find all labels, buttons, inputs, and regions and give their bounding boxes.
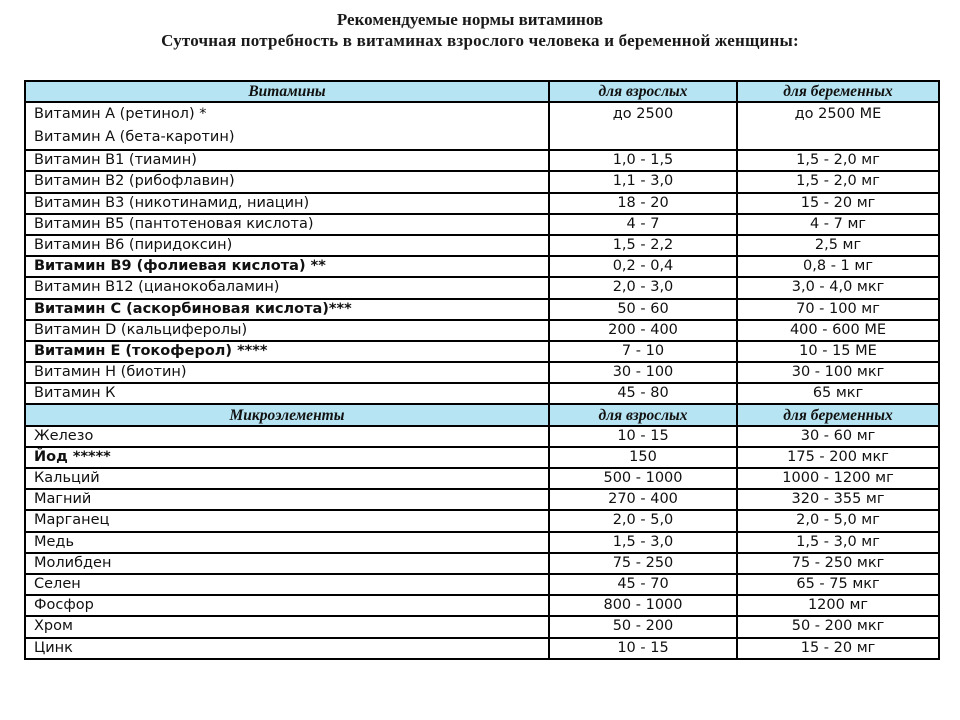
table-row [25,468,939,489]
table-row [25,171,939,192]
row-name: Витамин В9 (фолиевая кислота) ** [25,256,549,277]
row-adults-value: 800 - 1000 [549,595,737,616]
row-adults-value: 200 - 400 [549,320,737,341]
row-name: Витамин К [25,383,549,404]
row-name: Магний [25,489,549,510]
row-name: Молибден [25,553,549,574]
row-adults-value: 150 [549,447,737,468]
row-pregnant-value: 1000 - 1200 мг [737,468,939,489]
row-pregnant-value: 70 - 100 мг [737,299,939,320]
row-pregnant-value: 175 - 200 мкг [737,447,939,468]
table-row [25,638,939,659]
row-pregnant-value: 10 - 15 МЕ [737,341,939,362]
table-row [25,341,939,362]
row-pregnant-value: 400 - 600 МЕ [737,320,939,341]
table-row [25,235,939,256]
row-pregnant-value: 3,0 - 4,0 мкг [737,277,939,298]
table-row [25,616,939,637]
row-pregnant-value: 30 - 100 мкг [737,362,939,383]
row-pregnant-value: 65 мкг [737,383,939,404]
row-name: Йод ***** [25,447,549,468]
vitamins-header-row [25,81,939,102]
row-adults-value: 10 - 15 [549,638,737,659]
table-row [25,595,939,616]
row-pregnant-value: 50 - 200 мкг [737,616,939,637]
row-name: Витамин В6 (пиридоксин) [25,235,549,256]
table-row [25,214,939,235]
row-name: Цинк [25,638,549,659]
table-row [25,489,939,510]
minerals-header-col-name: Микроэлементы [25,404,549,425]
row-pregnant-value: 75 - 250 мкг [737,553,939,574]
row-name: Витамин В12 (цианокобаламин) [25,277,549,298]
row-name: Витамин Е (токоферол) **** [25,341,549,362]
row-name: Фосфор [25,595,549,616]
row-pregnant-value: 2,0 - 5,0 мг [737,510,939,531]
table-row [25,320,939,341]
row-adults-value: 50 - 200 [549,616,737,637]
table-row [25,447,939,468]
row-pregnant-value: 2,5 мг [737,235,939,256]
row-adults-value: 2,0 - 5,0 [549,510,737,531]
row-adults-value: 10 - 15 [549,426,737,447]
row-pregnant-value: 0,8 - 1 мг [737,256,939,277]
row-value-line: до 2500 МЕ [794,106,882,123]
table-row [25,102,939,150]
table-row [25,510,939,531]
minerals-header-col-pregnant: для беременных [737,404,939,425]
row-adults-value: 7 - 10 [549,341,737,362]
vitamins-header-col-name: Витамины [25,81,549,102]
row-pregnant-value [737,102,939,150]
table-row [25,574,939,595]
table-row [25,553,939,574]
table-row [25,362,939,383]
title-block [0,10,960,52]
row-name: Витамин В2 (рибофлавин) [25,171,549,192]
row-name [25,102,549,150]
row-pregnant-value: 1,5 - 3,0 мг [737,532,939,553]
minerals-header-row [25,404,939,425]
table-row [25,193,939,214]
row-name: Витамин В5 (пантотеновая кислота) [25,214,549,235]
row-adults-value: 1,1 - 3,0 [549,171,737,192]
row-pregnant-value: 1,5 - 2,0 мг [737,171,939,192]
norms-table [24,80,940,660]
row-pregnant-value: 15 - 20 мг [737,638,939,659]
page-title: Рекомендуемые нормы витаминов [336,10,604,29]
row-name: Витамин В3 (никотинамид, ниацин) [25,193,549,214]
row-value-line: до 2500 [612,106,674,123]
row-adults-value: 30 - 100 [549,362,737,383]
minerals-header-col-adults: для взрослых [549,404,737,425]
row-adults-value: 1,0 - 1,5 [549,150,737,171]
row-pregnant-value: 30 - 60 мг [737,426,939,447]
row-adults-value: 50 - 60 [549,299,737,320]
row-name: Марганец [25,510,549,531]
row-name: Витамин Н (биотин) [25,362,549,383]
row-adults-value: 500 - 1000 [549,468,737,489]
table-row [25,256,939,277]
table-row [25,532,939,553]
row-pregnant-value: 1,5 - 2,0 мг [737,150,939,171]
row-name: Витамин В1 (тиамин) [25,150,549,171]
row-pregnant-value: 4 - 7 мг [737,214,939,235]
vitamins-header-col-adults: для взрослых [549,81,737,102]
row-name-line: Витамин А (бета-каротин) [34,129,235,146]
row-name: Железо [25,426,549,447]
table-row [25,426,939,447]
row-name: Витамин D (кальциферолы) [25,320,549,341]
row-pregnant-value: 65 - 75 мкг [737,574,939,595]
row-pregnant-value: 320 - 355 мг [737,489,939,510]
table-row [25,150,939,171]
row-name: Хром [25,616,549,637]
table-row [25,299,939,320]
row-name: Витамин С (аскорбиновая кислота)*** [25,299,549,320]
row-pregnant-value: 1200 мг [737,595,939,616]
row-name-line: Витамин А (ретинол) * [34,106,207,123]
row-adults-value [549,102,737,150]
row-pregnant-value: 15 - 20 мг [737,193,939,214]
row-adults-value: 1,5 - 3,0 [549,532,737,553]
row-name: Селен [25,574,549,595]
row-adults-value: 4 - 7 [549,214,737,235]
table-row [25,277,939,298]
row-name: Медь [25,532,549,553]
row-adults-value: 270 - 400 [549,489,737,510]
row-adults-value: 75 - 250 [549,553,737,574]
row-name: Кальций [25,468,549,489]
row-adults-value: 45 - 80 [549,383,737,404]
table-row [25,383,939,404]
row-adults-value: 2,0 - 3,0 [549,277,737,298]
row-adults-value: 0,2 - 0,4 [549,256,737,277]
page-subtitle: Суточная потребность в витаминах взрослого человека и беременной женщины: [161,31,799,50]
row-adults-value: 45 - 70 [549,574,737,595]
vitamins-header-col-pregnant: для беременных [737,81,939,102]
row-adults-value: 1,5 - 2,2 [549,235,737,256]
row-adults-value: 18 - 20 [549,193,737,214]
